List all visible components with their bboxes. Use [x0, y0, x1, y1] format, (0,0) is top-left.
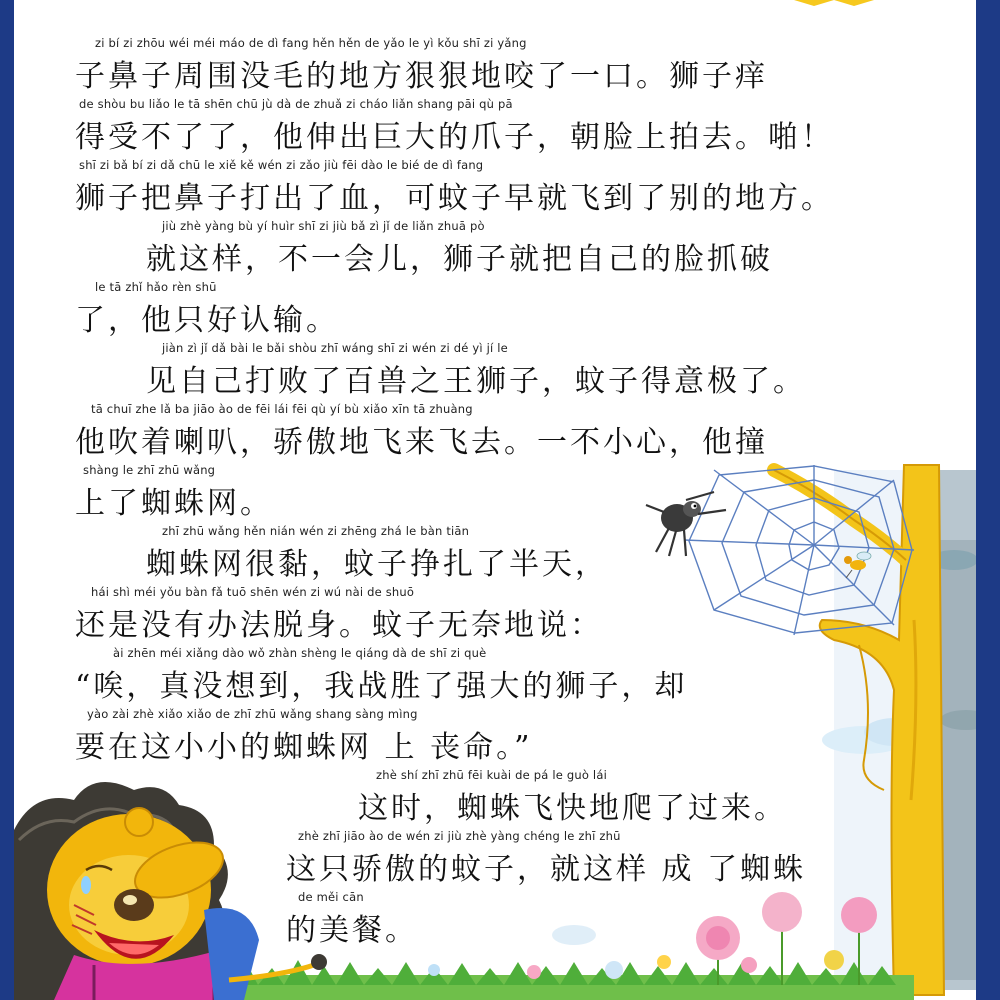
text-line-15: 的美餐。	[286, 913, 418, 948]
lion-crying-illustration	[14, 782, 327, 1000]
pinyin-line-6: jiàn zì jǐ dǎ bài le bǎi shòu zhī wáng shī zi wén zi dé yì jí le	[162, 341, 508, 355]
text-line-14: 这只骄傲的蚊子，就这样 成 了蜘蛛	[286, 852, 807, 887]
text-line-4: 就这样，不一会儿，狮子就把自己的脸抓破	[146, 242, 773, 277]
pinyin-line-4: jiù zhè yàng bù yí huìr shī zi jiù bǎ zì jǐ de liǎn zhuā pò	[162, 219, 485, 233]
text-line-7: 他吹着喇叭，骄傲地飞来飞去。一不小心，他撞	[75, 425, 768, 460]
text-line-8: 上了蜘蛛网。	[75, 486, 273, 521]
top-ribbon-decoration	[794, 0, 874, 6]
text-line-2: 得受不了了，他伸出巨大的爪子，朝脸上拍去。啪！	[75, 120, 834, 155]
pinyin-line-8: shàng le zhī zhū wǎng	[83, 463, 216, 477]
pinyin-line-12: yào zài zhè xiǎo xiǎo de zhī zhū wǎng shang sàng mìng	[87, 707, 418, 721]
pinyin-line-2: de shòu bu liǎo le tā shēn chū jù dà de zhuǎ zi cháo liǎn shang pāi qù pā	[79, 97, 513, 111]
text-line-5: 了，他只好认输。	[75, 303, 339, 338]
storybook-page	[14, 0, 976, 1000]
pinyin-line-10: hái shì méi yǒu bàn fǎ tuō shēn wén zi wú nài de shuō	[91, 585, 415, 599]
pinyin-line-14: zhè zhī jiāo ào de wén zi jiù zhè yàng chéng le zhī zhū	[298, 829, 621, 843]
pinyin-line-9: zhī zhū wǎng hěn nián wén zi zhēng zhá le bàn tiān	[162, 524, 470, 538]
pinyin-line-3: shī zi bǎ bí zi dǎ chū le xiě kě wén zi zǎo jiù fēi dào le bié de dì fang	[79, 158, 484, 172]
text-line-6: 见自己打败了百兽之王狮子，蚊子得意极了。	[146, 364, 806, 399]
spider-icon	[646, 492, 726, 556]
text-line-3: 狮子把鼻子打出了血，可蚊子早就飞到了别的地方。	[75, 181, 834, 216]
pinyin-line-5: le tā zhǐ hǎo rèn shū	[95, 280, 217, 294]
page-right-border	[976, 0, 1000, 1000]
text-line-13: 这时，蜘蛛飞快地爬了过来。	[358, 791, 787, 826]
pinyin-line-13: zhè shí zhī zhū fēi kuài de pá le guò lái	[376, 768, 607, 782]
text-line-10: 还是没有办法脱身。蚊子无奈地说：	[75, 608, 603, 643]
text-line-9: 蜘蛛网很黏，蚊子挣扎了半天，	[146, 547, 608, 582]
pinyin-line-1: zi bí zi zhōu wéi méi máo de dì fang hěn hěn de yǎo le yì kǒu shī zi yǎng	[95, 36, 527, 50]
pinyin-line-15: de měi cān	[298, 890, 364, 904]
text-line-1: 子鼻子周围没毛的地方狠狠地咬了一口。狮子痒	[75, 59, 768, 94]
text-line-11: “唉，真没想到，我战胜了强大的狮子，却	[75, 669, 688, 704]
pinyin-line-11: ài zhēn méi xiǎng dào wǒ zhàn shèng le qiáng dà de shī zi què	[113, 646, 487, 660]
text-line-12: 要在这小小的蜘蛛网 上 丧命。”	[75, 730, 533, 765]
page-left-border	[0, 0, 14, 1000]
pinyin-line-7: tā chuī zhe lǎ ba jiāo ào de fēi lái fēi qù yí bù xiǎo xīn tā zhuàng	[91, 402, 473, 416]
